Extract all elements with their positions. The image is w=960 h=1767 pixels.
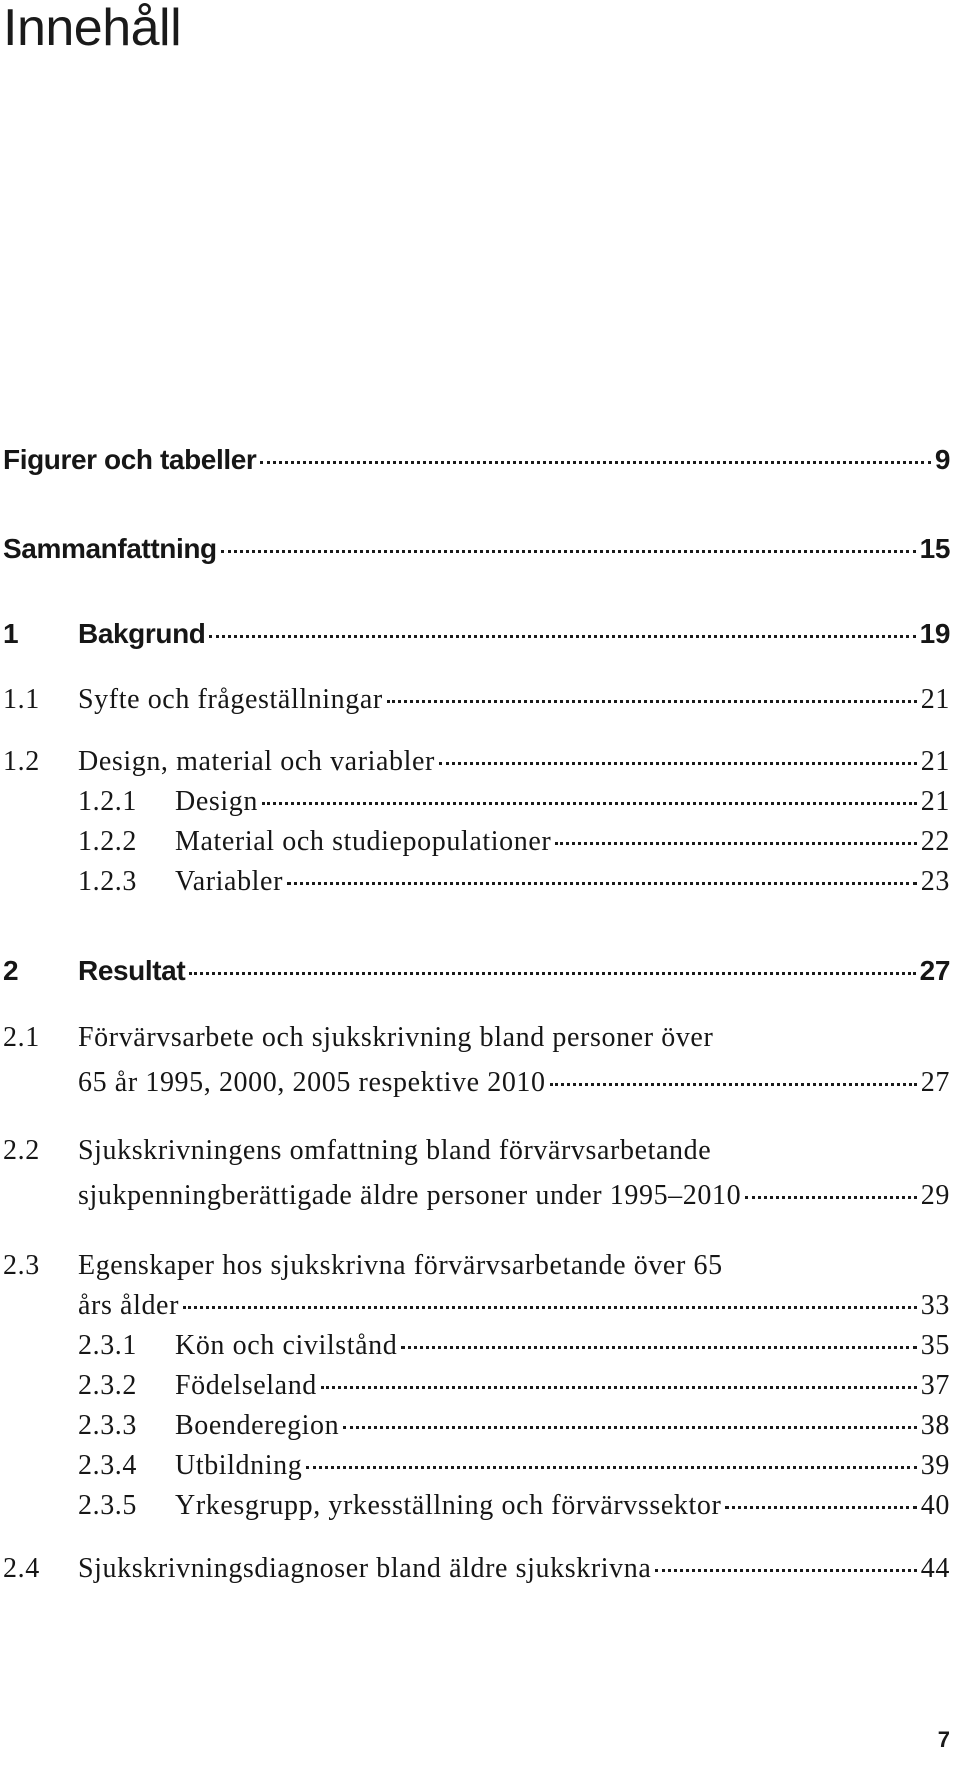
toc-entry-page: 37	[920, 1370, 950, 1401]
page-title: Innehåll	[3, 0, 182, 57]
toc-entry-title: Figurer och tabeller	[3, 444, 257, 475]
toc-entry-number: 1.2	[3, 746, 40, 777]
toc-entry-title: Design, material och variabler	[78, 746, 435, 777]
toc-entry-page: 21	[920, 786, 950, 817]
leader-dots	[343, 1425, 917, 1429]
toc-entry-title: Resultat	[78, 955, 186, 986]
toc-entry-title-line2: års ålder	[78, 1290, 180, 1321]
toc-entry-title-line1: Sjukskrivningens omfattning bland förvärvsarbetande	[78, 1135, 712, 1166]
leader-dots	[321, 1385, 917, 1389]
leader-dots	[555, 841, 917, 845]
leader-dots	[287, 881, 917, 885]
toc-entry-title: Boenderegion	[175, 1410, 340, 1441]
leader-dots	[550, 1082, 917, 1086]
toc-entry-title-line1: Förvärvsarbete och sjukskrivning bland personer över	[78, 1022, 714, 1053]
leader-dots	[439, 761, 917, 765]
toc-entry-number: 2.3.1	[78, 1330, 137, 1361]
toc-entry-title: Kön och civilstånd	[175, 1330, 398, 1361]
toc-entry-number: 2.3.3	[78, 1410, 137, 1441]
leader-dots	[221, 549, 916, 553]
toc-entry-page: 27	[920, 1067, 950, 1098]
toc-entry-page: 33	[920, 1290, 950, 1321]
toc-entry-page: 27	[919, 955, 950, 986]
toc-entry-page: 29	[920, 1180, 950, 1211]
leader-dots	[306, 1465, 916, 1469]
toc-entry-number: 1.2.3	[78, 866, 137, 897]
toc-entry-number: 2.3.4	[78, 1450, 137, 1481]
toc-entry-title: Design	[175, 786, 258, 817]
toc-entry-sammanfattning[interactable]	[3, 533, 950, 565]
toc-entry-title: Födelseland	[175, 1370, 317, 1401]
toc-entry-page: 38	[920, 1410, 950, 1441]
leader-dots	[189, 971, 915, 975]
toc-entry-number: 1.2.1	[78, 786, 137, 817]
toc-entry-number: 2.3.2	[78, 1370, 137, 1401]
toc-entry-title: Material och studiepopulationer	[175, 826, 552, 857]
toc-entry-number: 2.3	[3, 1250, 40, 1281]
toc-entry-number: 2.3.5	[78, 1490, 137, 1521]
toc-entry-number: 1	[3, 618, 19, 649]
leader-dots	[209, 634, 915, 638]
toc-entry-title: Variabler	[175, 866, 284, 897]
toc-entry-page: 21	[920, 746, 950, 777]
leader-dots	[401, 1345, 916, 1349]
toc-entry-page: 23	[920, 866, 950, 897]
toc-entry-page: 44	[920, 1553, 950, 1584]
toc-entry-page: 40	[920, 1490, 950, 1521]
toc-entry-page: 15	[919, 533, 950, 564]
toc-entry-page: 9	[934, 444, 950, 475]
leader-dots	[260, 460, 930, 464]
toc-entry-title: Syfte och frågeställningar	[78, 684, 383, 715]
toc-entry-number: 2	[3, 955, 19, 986]
page-number: 7	[937, 1727, 950, 1752]
toc-entry-title-line1: Egenskaper hos sjukskrivna förvärvsarbetande över 65	[78, 1250, 723, 1281]
toc-entry-figurer[interactable]	[3, 444, 950, 476]
toc-entry-page: 22	[920, 826, 950, 857]
toc-entry-page: 21	[920, 684, 950, 715]
toc-entry-number: 2.4	[3, 1553, 40, 1584]
toc-entry-number: 2.2	[3, 1135, 40, 1166]
toc-entry-page: 39	[920, 1450, 950, 1481]
toc-entry-title: Bakgrund	[78, 618, 206, 649]
toc-entry-number: 2.1	[3, 1022, 40, 1053]
leader-dots	[183, 1305, 917, 1309]
toc-entry-page: 19	[919, 618, 950, 649]
toc-entry-number: 1.2.2	[78, 826, 137, 857]
toc-entry-title: Sammanfattning	[3, 533, 217, 564]
toc-entry-title-line2: 65 år 1995, 2000, 2005 respektive 2010	[78, 1067, 546, 1098]
toc-entry-title: Yrkesgrupp, yrkesställning och förvärvssektor	[175, 1490, 722, 1521]
toc-entry-title: Utbildning	[175, 1450, 303, 1481]
toc-entry-page: 35	[920, 1330, 950, 1361]
leader-dots	[725, 1505, 916, 1509]
toc-entry-number: 1.1	[3, 684, 40, 715]
leader-dots	[655, 1568, 916, 1572]
leader-dots	[745, 1195, 917, 1199]
toc-entry-title-line2: sjukpenningberättigade äldre personer under 1995–2010	[78, 1180, 742, 1211]
toc-entry-title: Sjukskrivningsdiagnoser bland äldre sjukskrivna	[78, 1553, 652, 1584]
leader-dots	[262, 801, 917, 805]
leader-dots	[387, 699, 917, 703]
